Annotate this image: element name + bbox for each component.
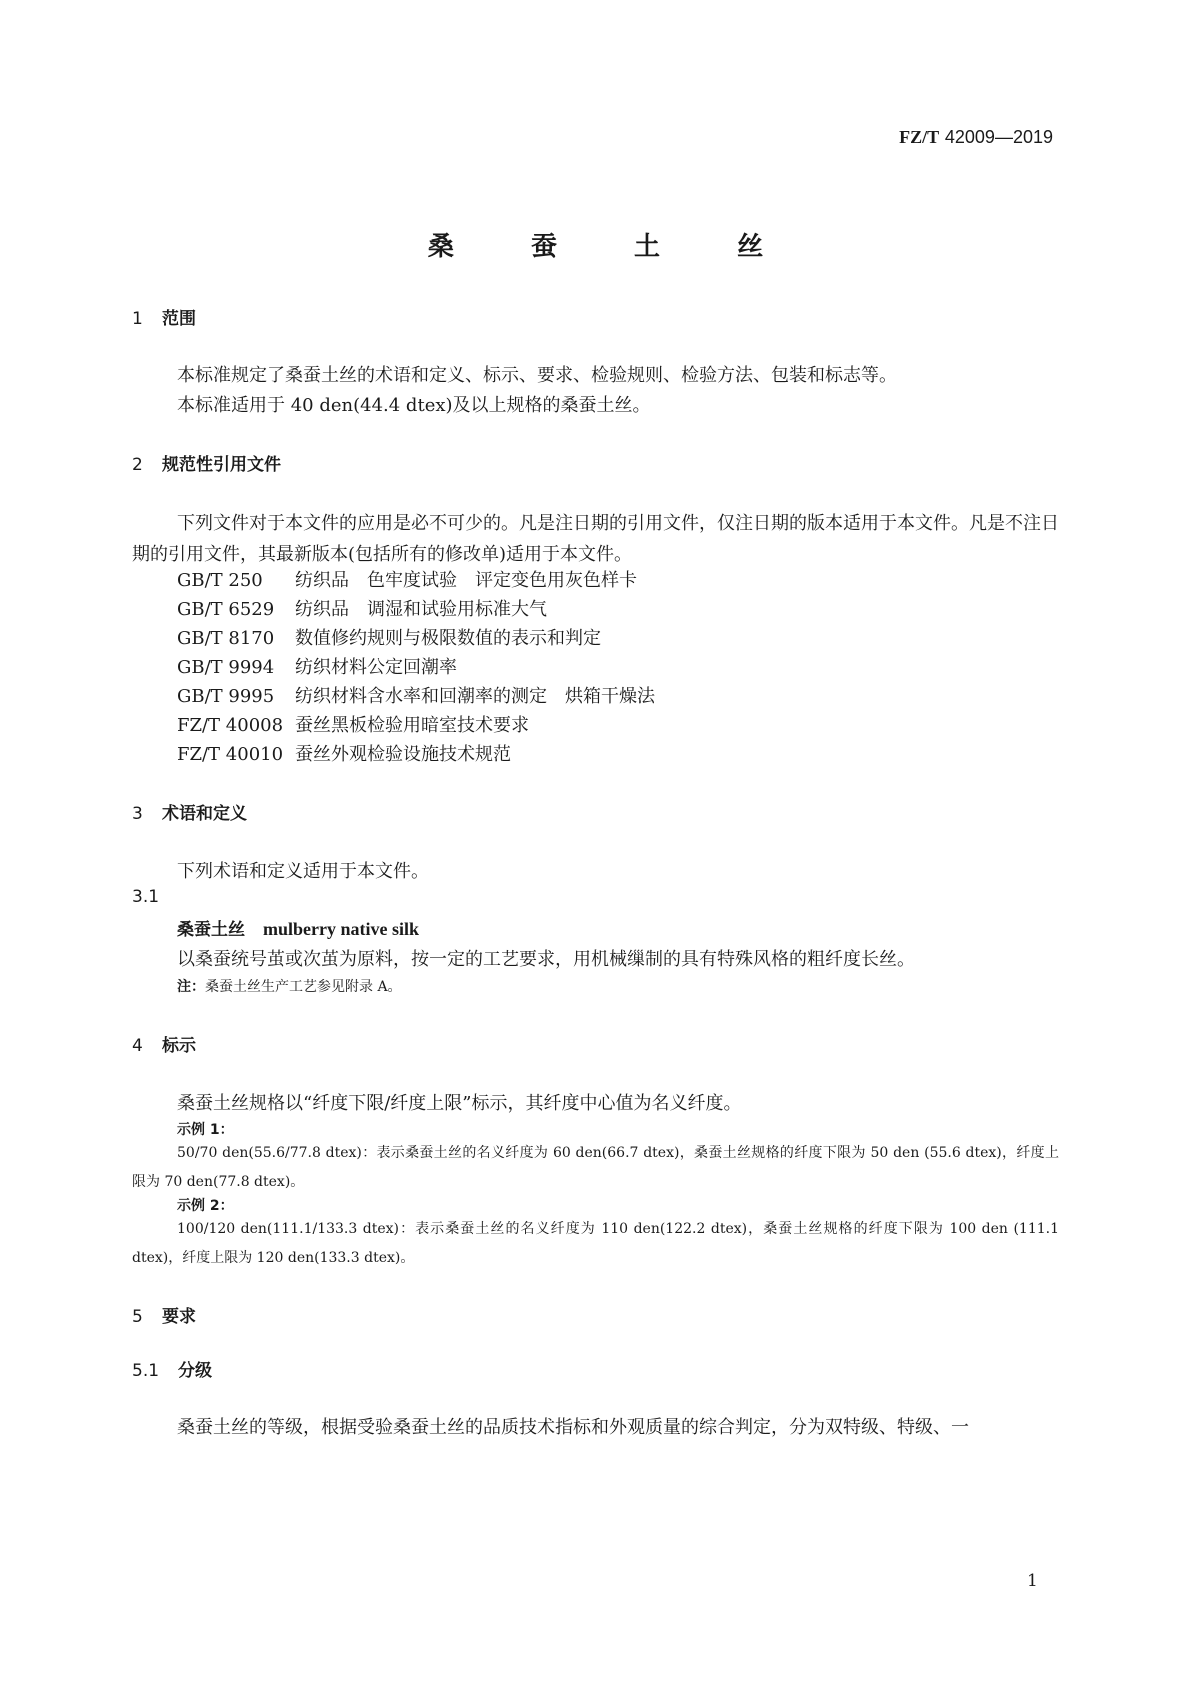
section-number: 1 (132, 309, 143, 329)
section-title: 术语和定义 (162, 804, 247, 824)
subsection-number: 3.1 (132, 887, 160, 907)
paragraph: 桑蚕土丝的等级，根据受验桑蚕土丝的品质技术指标和外观质量的综合判定，分为双特级、特级、一 (177, 1417, 969, 1438)
example-text: 100/120 den(111.1/133.3 dtex)：表示桑蚕土丝的名义纤度为 110 den(122.2 dtex)，桑蚕土丝规格的纤度下限为 100 den (111.1 dtex)，纤度上限为 120 den(133.3 dtex)。 (132, 1221, 1059, 1266)
page-number: 1 (1027, 1571, 1038, 1591)
reference-title: 蚕丝黑板检验用暗室技术要求 (295, 715, 529, 736)
reference-item (177, 653, 457, 679)
section-number: 2 (132, 455, 143, 475)
standard-code (899, 127, 1053, 148)
subsection-heading-5-1 (132, 1356, 212, 1381)
reference-code: GB/T 8170 (177, 628, 275, 649)
paragraph: 桑蚕土丝规格以“纤度下限/纤度上限”标示，其纤度中心值为名义纤度。 (177, 1093, 742, 1114)
reference-item (177, 566, 637, 592)
reference-item (177, 624, 601, 650)
term-entry (177, 915, 419, 940)
reference-title: 数值修约规则与极限数值的表示和判定 (295, 628, 601, 649)
reference-code: FZ/T 40008 (177, 715, 284, 736)
reference-title: 纺织材料含水率和回潮率的测定 烘箱干燥法 (295, 686, 655, 707)
section-number: 4 (132, 1036, 143, 1056)
subsection-number: 5.1 (132, 1361, 160, 1381)
note-label: 注： (177, 979, 205, 995)
paragraph: 本标准规定了桑蚕土丝的术语和定义、标示、要求、检验规则、检验方法、包装和标志等。 (177, 365, 897, 386)
note (177, 976, 402, 996)
section-number: 5 (132, 1307, 143, 1327)
standard-number: 42009—2019 (944, 127, 1053, 147)
note-text: 桑蚕土丝生产工艺参见附录 A。 (205, 979, 402, 995)
section-title: 标示 (162, 1036, 196, 1056)
reference-title: 纺织品 色牢度试验 评定变色用灰色样卡 (295, 570, 637, 591)
section-title: 要求 (162, 1307, 196, 1327)
standard-prefix: FZ/T (899, 127, 940, 147)
paragraph: 下列术语和定义适用于本文件。 (177, 861, 429, 882)
paragraph: 下列文件对于本文件的应用是必不可少的。凡是注日期的引用文件，仅注日期的版本适用于本文件。凡是不注日期的引用文件，其最新版本(包括所有的修改单)适用于本文件。 (132, 513, 1059, 565)
term-definition: 以桑蚕统号茧或次茧为原料，按一定的工艺要求，用机械缫制的具有特殊风格的粗纤度长丝。 (177, 949, 915, 970)
section-title: 范围 (162, 309, 196, 329)
section-heading-5 (132, 1302, 196, 1327)
section-title: 规范性引用文件 (162, 455, 281, 475)
example-label: 示例 1： (177, 1122, 234, 1138)
reference-code: GB/T 6529 (177, 599, 275, 620)
section-heading-1 (132, 304, 196, 329)
example-text: 50/70 den(55.6/77.8 dtex)：表示桑蚕土丝的名义纤度为 60 den(66.7 dtex)，桑蚕土丝规格的纤度下限为 50 den (55.6 dtex)，纤度上限为 70 den(77.8 dtex)。 (132, 1145, 1059, 1190)
reference-title: 纺织材料公定回潮率 (295, 657, 457, 678)
section-heading-4 (132, 1031, 196, 1056)
paragraph: 本标准适用于 40 den(44.4 dtex)及以上规格的桑蚕土丝。 (177, 395, 651, 416)
reference-code: GB/T 9995 (177, 686, 275, 707)
reference-code: GB/T 9994 (177, 657, 275, 678)
reference-item (177, 595, 547, 621)
term-chinese: 桑蚕土丝 (177, 920, 245, 940)
section-number: 3 (132, 804, 143, 824)
reference-title: 纺织品 调湿和试验用标准大气 (295, 599, 547, 620)
reference-item (177, 682, 655, 708)
section-heading-3 (132, 799, 247, 824)
subsection-title: 分级 (178, 1361, 212, 1381)
reference-item (177, 711, 529, 737)
reference-code: FZ/T 40010 (177, 744, 284, 765)
reference-title: 蚕丝外观检验设施技术规范 (295, 744, 511, 765)
section-heading-2 (132, 450, 281, 475)
reference-item (177, 740, 511, 766)
reference-code: GB/T 250 (177, 570, 263, 591)
example-label: 示例 2： (177, 1198, 234, 1214)
document-title: 桑 蚕 土 丝 (427, 232, 798, 262)
term-english: mulberry native silk (263, 919, 419, 939)
